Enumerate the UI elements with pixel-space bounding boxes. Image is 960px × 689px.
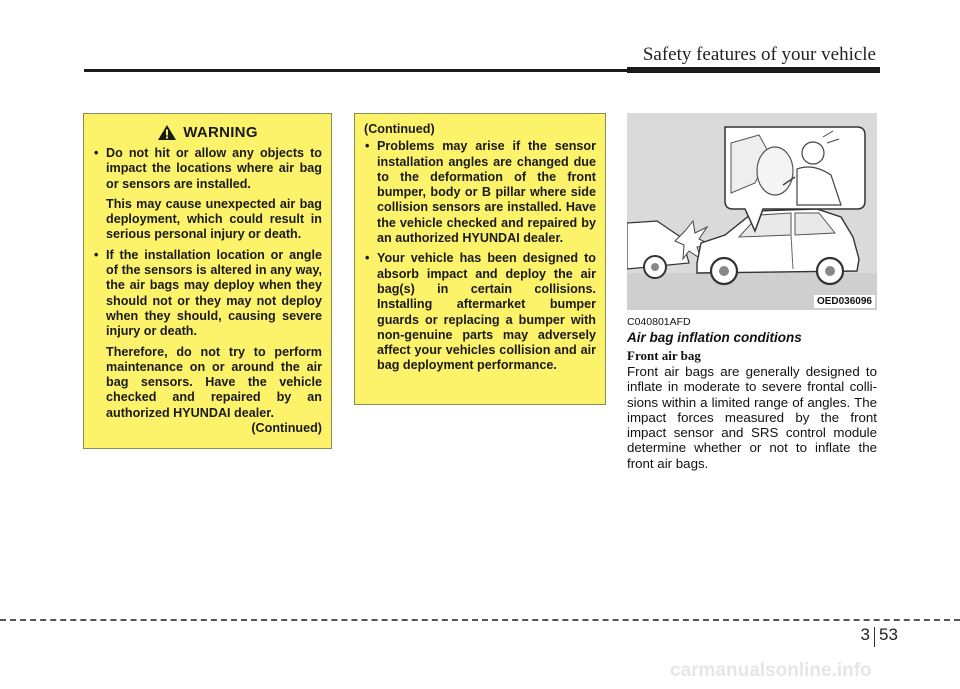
frontal-collision-airbag-image (627, 113, 877, 310)
continued-label: (Continued) (251, 421, 322, 436)
warning-list (93, 146, 322, 421)
list-item (364, 139, 596, 246)
warning-paragraph: • If the installation location or angle of the sensors is altered in any way, the air bags may deploy when they should not or they may not deploy when they should, causing severe injury or death. (106, 247, 322, 339)
list-item (93, 248, 322, 421)
continued-warning-box (354, 113, 606, 405)
page-header-title: Safety features of your vehicle (642, 44, 876, 65)
warning-paragraph: • Your vehicle has been designed to absorb impact and deploy the air bag(s) in certain collisions. Installing aftermarket bumper guards or replacing a bumper with non-genuine parts may adversely affect your vehicles collision and air bag deployment performance. (377, 251, 596, 373)
list-item (93, 146, 322, 243)
collision-illustration (627, 113, 877, 310)
warning-paragraph: • Do not hit or allow any objects to impact the locations where air bag or sensors are installed. (106, 146, 322, 191)
warning-paragraph: • Problems may arise if the sensor installation angles are changed due to the deformation of the front bumper, body or B pillar where side collision sensors are installed. Have the vehicle checked and repaired by an authorized HYUNDAI dealer. (377, 139, 596, 246)
warning-box (83, 113, 332, 449)
chapter-number: 3 (860, 625, 870, 644)
subheading: Front air bag (627, 348, 701, 363)
warning-paragraph: This may cause unexpected air bag deployment, which could result in serious personal injury or death. (106, 196, 322, 242)
warning-heading-text: WARNING (183, 123, 258, 141)
list-item (364, 251, 596, 373)
header-rule-accent (627, 67, 880, 73)
warning-triangle-icon (157, 124, 177, 141)
section-code: C040801AFD (627, 316, 691, 328)
warning-paragraph: Therefore, do not try to perform maintenance on or around the air bag sensors. Have the vehicle checked and repaired by an authorized HYUNDAI dealer. (106, 344, 322, 420)
body-paragraph: Front air bags are generally designed to inflate in moderate to severe frontal colli-sions within a limited range of angles. The impact forces measured by the front impact sensor and SRS control module determine whether or not to inflate the front air bags. (627, 364, 877, 471)
continued-list (364, 139, 596, 373)
warning-heading (93, 124, 322, 141)
continued-label: (Continued) (364, 122, 435, 136)
figure-caption: OED036096 (814, 295, 875, 308)
watermark: carmanualsonline.info (670, 660, 872, 681)
footer-divider (874, 627, 875, 647)
section-title: Air bag inflation conditions (627, 330, 802, 345)
page-number: 53 (879, 625, 898, 644)
footer-rule (0, 619, 960, 621)
